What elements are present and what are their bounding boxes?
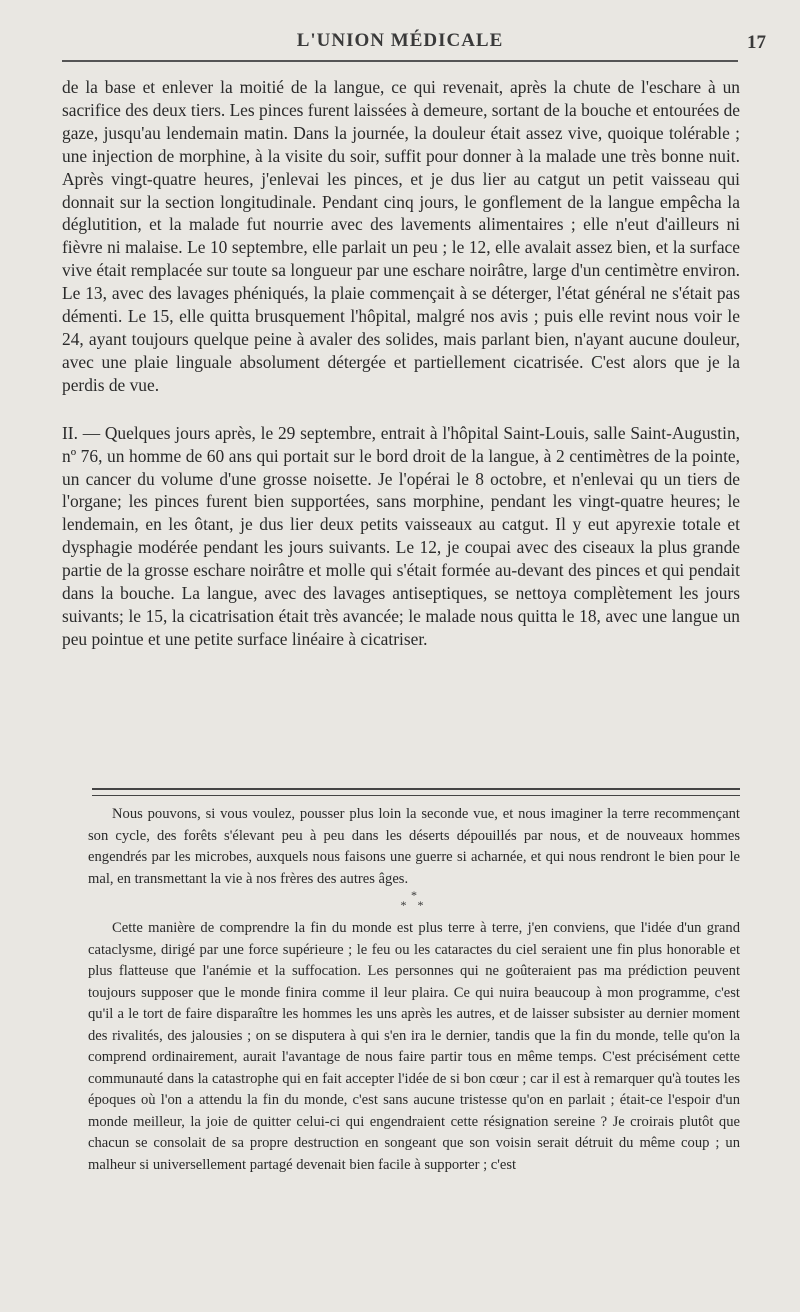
chronicle-paragraph: Nous pouvons, si vous voulez, pousser plus loin la seconde vue, et nous imaginer la terre recommençant son cycle, des forêts s'élevant peu à peu dans les déserts dépouillés par nous, et de nouveaux hommes engendrés par les microbes, auxquels nous faisons une guerre si acharnée, et qui nous rendront le bien pour le mal, en transmettant la vie à nos frères des autres âges. <box>88 806 740 887</box>
chronicle-paragraph: Cette manière de comprendre la fin du monde est plus terre à terre, j'en conviens, que l'idée d'un grand cataclysme, dirigé par une force supérieure ; le feu ou les cataractes du ciel seraient une fin plus honorable et plus flatteuse que l'anémie et la suffocation. Les personnes qui ne goûteraient pas ma prédiction peuvent toujours supposer que le monde finira comme il leur plaira. Ce qui nuira beaucoup à mon programme, c'est qu'il a le tort de faire disparaître les hommes les uns après les autres, et de laisser subsister au dernier moment des rivalités, des jalousies ; on se disputera à qui s'en ira le dernier, tandis que la fin du monde, telle qu'on la comprend ordinairement, aurait l'avantage de nous faire partir tous en même temps. C'est précisément cette communauté dans la catastrophe qui en fait accepter l'idée de si bon cœur ; car il est à remarquer qu'à toutes les époques où l'on a attendu la fin du monde, c'est sans aucune tristesse qu'on en parlait ; était-ce l'espoir d'un monde meilleur, la joie de quitter celui-ci qui engendraient cette résignation sereine ? Je croirais plutôt que chacun se consolait de sa propre destruction en songeant que son voisin serait détruit du même coup ; un malheur si universellement partagé devenait bien facile à supporter ; c'est <box>88 920 740 1173</box>
main-paragraph: de la base et enlever la moitié de la langue, ce qui revenait, après la chute de l'eschare à un sacrifice des deux tiers. Les pinces furent laissées à demeure, sortant de la bouche et entourées de gaze, jusqu'au lendemain matin. Dans la journée, la douleur était assez vive, quoique tolérable ; une injection de morphine, à la visite du soir, suffit pour donner à la malade une très bonne nuit. Après vingt-quatre heures, j'enlevai les pinces, et je dus lier au catgut un petit vaisseau qui donnait sur la section longitudinale. Pendant cinq jours, le gonflement de la langue empêcha la déglutition, et la malade fut nourrie avec des lavements alimentaires ; elle n'eut d'ailleurs ni fièvre ni malaise. Le 10 septembre, elle parlait un peu ; le 12, elle avalait assez bien, et la surface vive était remplacée sur toute sa longueur par une eschare noirâtre, large d'un centimètre environ. Le 13, avec des lavages phéniqués, la plaie commençait à se déterger, l'état général ne s'était pas démenti. Le 15, elle quitta brusquement l'hôpital, malgré nos avis ; puis elle revint nous voir le 24, ayant toujours quelque peine à avaler des solides, mais parlant bien, n'ayant aucune douleur, avec une plaie linguale absolument détergée et partiellement cicatrisée. C'est alors que je la perdis de vue. <box>62 77 740 395</box>
main-paragraph-case-two: II. — Quelques jours après, le 29 septembre, entrait à l'hôpital Saint-Louis, salle Saint-Augustin, nº 76, un homme de 60 ans qui portait sur le bord droit de la langue, à 2 centimètres de la pointe, un cancer du volume d'une grosse noisette. Je l'opérai le 8 octobre, et n'enlevai qu un tiers de l'organe; les pinces furent bien supportées, sans morphine, pendant les vingt-quatre heures; le lendemain, en les ôtant, je dus lier deux petits vaisseaux au catgut. Il y eut apyrexie totale et dysphagie modérée pendant les jours suivants. Le 12, je coupai avec des ciseaux la plus grande partie de la grosse eschare noirâtre et molle qui s'était formée au-devant des pinces et qui pendait dans la bouche. La langue, avec des lavages antiseptiques, se nettoya complètement les jours suivants; le 15, la cicatrisation était très avancée; le malade nous quitta le 18, avec une langue un peu pointue et une petite surface linéaire à cicatriser. <box>62 422 740 649</box>
asterism-top: * <box>411 888 417 902</box>
page-number: 17 <box>747 32 766 53</box>
running-title: L'UNION MÉDICALE <box>296 30 504 51</box>
section-divider-rule <box>92 788 740 796</box>
main-article-text <box>62 76 740 651</box>
page-header <box>62 30 766 58</box>
chronicle-section <box>88 804 740 1176</box>
header-rule <box>62 60 738 62</box>
asterism-divider <box>88 890 740 910</box>
asterism-bottom: * * <box>400 898 428 912</box>
